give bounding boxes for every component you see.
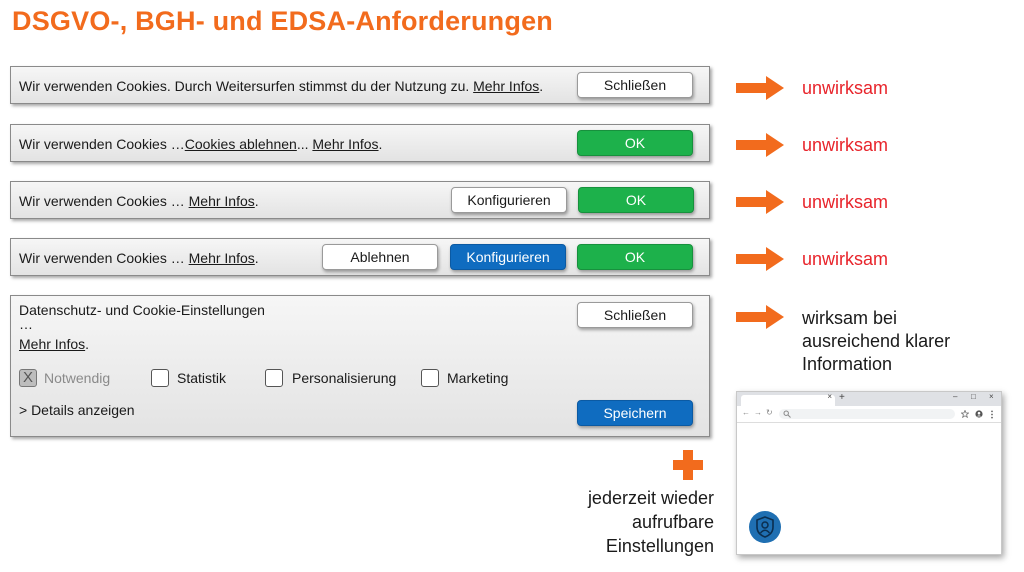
settings-heading: Datenschutz- und Cookie-Einstellungen [19, 302, 265, 318]
more-info-link[interactable]: Mehr Infos [188, 193, 255, 209]
cookie-banner-2 [10, 124, 710, 162]
banner-3-text: Wir verwenden Cookies … Mehr Infos. [19, 193, 259, 209]
privacy-settings-button[interactable] [749, 511, 781, 543]
arrow-right-icon [736, 76, 784, 100]
more-info-link[interactable]: Mehr Infos [188, 250, 255, 266]
save-button[interactable]: Speichern [577, 400, 693, 426]
checkbox-label-statistics: Statistik [177, 370, 227, 386]
browser-tab[interactable] [741, 392, 835, 406]
result-label-1: unwirksam [802, 78, 889, 98]
checkbox-label-personalization: Personalisierung [292, 370, 397, 386]
checkbox-marketing[interactable] [421, 369, 439, 387]
reject-cookies-link[interactable]: Cookies ablehnen [184, 136, 297, 152]
configure-button[interactable]: Konfigurieren [450, 244, 566, 270]
forward-icon[interactable]: → [754, 408, 762, 417]
more-info-link[interactable]: Mehr Infos [312, 136, 379, 152]
close-button[interactable]: Schließen [577, 72, 693, 98]
address-bar[interactable] [779, 409, 955, 419]
settings-ellipsis: … [19, 316, 33, 332]
ok-button[interactable]: OK [577, 130, 693, 156]
checkbox-label-necessary: Notwendig [44, 370, 111, 386]
browser-tabstrip [737, 392, 1001, 406]
cookie-banner-3 [10, 181, 710, 219]
cookie-banner-1 [10, 66, 710, 104]
plus-icon [673, 450, 703, 480]
banner-4-text: Wir verwenden Cookies … Mehr Infos. [19, 250, 259, 266]
arrow-right-icon [736, 133, 784, 157]
checkbox-personalization[interactable] [265, 369, 283, 387]
ok-button[interactable]: OK [577, 244, 693, 270]
maximize-icon[interactable]: □ [971, 392, 976, 401]
configure-button[interactable]: Konfigurieren [451, 187, 567, 213]
banner-1-text: Wir verwenden Cookies. Durch Weitersurfen stimmst du der Nutzung zu. Mehr Infos. [19, 78, 544, 94]
minimize-icon[interactable]: – [953, 392, 958, 401]
star-icon[interactable] [961, 410, 969, 418]
more-info-link[interactable]: Mehr Infos [19, 336, 86, 352]
menu-icon[interactable] [990, 410, 994, 419]
banner-2-text: Wir verwenden Cookies …Cookies ablehnen... Mehr Infos. [19, 136, 383, 152]
cookie-settings-panel [10, 295, 710, 437]
page-title: DSGVO-, BGH- und EDSA-Anforderungen [12, 6, 553, 36]
result-label-5: wirksam bei ausreichend klarer Information [802, 308, 951, 374]
ok-button[interactable]: OK [578, 187, 694, 213]
result-label-2: unwirksam [802, 135, 889, 155]
more-info-link[interactable]: Mehr Infos [473, 78, 540, 94]
tab-close-icon[interactable]: × [827, 392, 832, 401]
browser-toolbar [737, 406, 1001, 423]
arrow-right-icon [736, 190, 784, 214]
reject-button[interactable]: Ablehnen [322, 244, 438, 270]
checkbox-label-marketing: Marketing [447, 370, 509, 386]
arrow-right-icon [736, 247, 784, 271]
shield-person-icon [749, 511, 781, 543]
reload-icon[interactable]: ↻ [766, 408, 773, 417]
back-icon[interactable]: ← [742, 408, 750, 417]
profile-icon[interactable] [975, 410, 983, 418]
cookie-banner-4 [10, 238, 710, 276]
arrow-right-icon [736, 305, 784, 329]
close-button[interactable]: Schließen [577, 302, 693, 328]
result-label-4: unwirksam [802, 249, 889, 269]
result-label-3: unwirksam [802, 192, 889, 212]
checkbox-statistics[interactable] [151, 369, 169, 387]
new-tab-icon[interactable]: + [839, 392, 845, 403]
window-close-icon[interactable]: × [989, 392, 994, 401]
checkbox-necessary: X [19, 369, 37, 387]
search-icon [783, 410, 791, 418]
settings-more-info: Mehr Infos. [19, 336, 90, 352]
recall-settings-text: jederzeit wieder aufrufbare Einstellungen [587, 488, 714, 556]
browser-mockup [736, 391, 1002, 555]
details-toggle[interactable]: > Details anzeigen [19, 402, 135, 418]
